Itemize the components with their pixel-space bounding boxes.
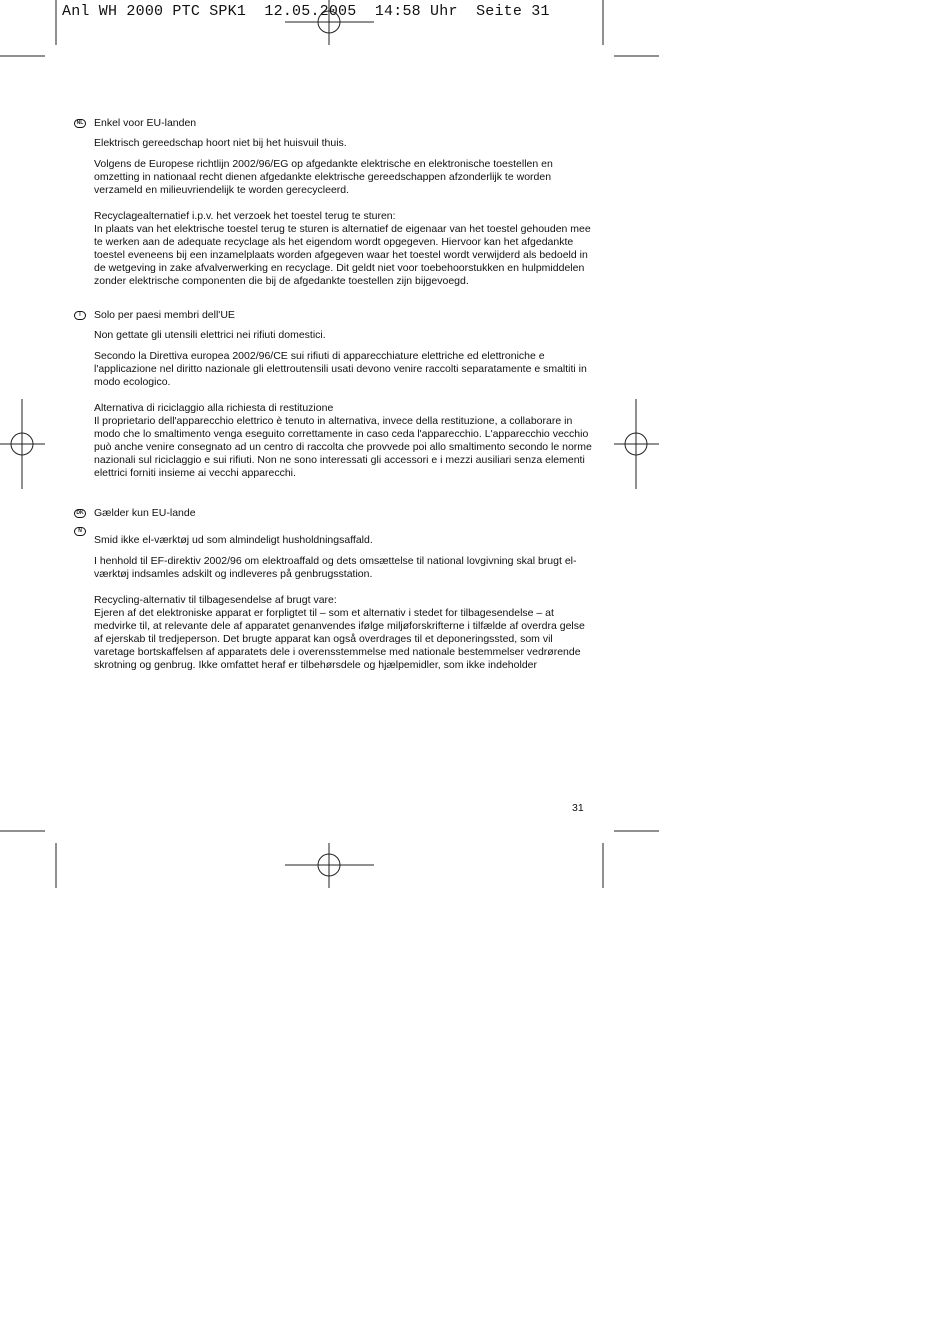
section-it bbox=[79, 309, 594, 488]
language-badge-nl: NL bbox=[74, 119, 86, 128]
print-header: Anl WH 2000 PTC SPK1 12.05.2005 14:58 Uhr Seite 31 bbox=[62, 3, 550, 20]
language-badge-it: I bbox=[74, 311, 86, 320]
language-badge-n: N bbox=[74, 527, 86, 536]
section-nl bbox=[76, 117, 594, 296]
sub-heading-recycling: Recycling-alternativ til tilbagesendelse af brugt vare: bbox=[94, 594, 337, 606]
paragraph-disposal-warning: Elektrisch gereedschap hoort niet bij het huisvuil thuis. bbox=[94, 137, 347, 149]
paragraph-recycling-alternative: In plaats van het elektrische toestel terug te sturen is alternatief de eigenaar van het toestel gehouden mee te werken aan de adequate recyclage als het eigendom wordt opgegeven. Hiervoor kan het afgedankte toestel eveneens bij een inzamelplaats worden afgegeven waar het toestel wordt verwijderd als bedoeld in de wetgeving in zake afvalverwerking en recyclage. Dit geldt niet voor toebehoorstukken en hulpmiddelen zonder elektrische componenten die bij de afgedankte toestellen zijn bijgevoegd. bbox=[94, 223, 591, 287]
paragraph-disposal-warning: Smid ikke el-værktøj ud som almindeligt husholdningsaffald. bbox=[94, 534, 373, 546]
paragraph-directive: Volgens de Europese richtlijn 2002/96/EG op afgedankte elektrische en elektronische toestellen en omzetting in nationaal recht dienen afgedankte elektrische gereedschappen afzonderlijk te worden verzameld en milieuvriendelijk te worden gerecycleerd. bbox=[94, 158, 553, 196]
paragraph-directive: Secondo la Direttiva europea 2002/96/CE sui rifiuti di apparecchiature elettriche ed elettroniche e l'applicazione nel diritto nazionale gli elettroutensili usati devono venire raccolti separatamente e smaltiti in modo ecologico. bbox=[94, 350, 587, 388]
section-dk bbox=[76, 507, 594, 680]
section-title: Enkel voor EU-landen bbox=[94, 117, 197, 129]
paragraph-recycling-alternative: Ejeren af det elektroniske apparat er forpligtet til – som et alternativ i stedet for tilbagesendelse – at medvirke til, at relevante dele af apparatet genanvendes ifølge miljøforskrifterne i tilfælde af overdra gelse af ejerskab til tredjeperson. Det brugte apparat kan også overdrages til et deponeringssted, som vil varetage bortskaffelsen af apparatets dele i overensstemmelse med nationale bestemmelser vedrørende skrotning og genbrug. Ikke omfattet heraf er tilbehørsdele og hjælpemidler, som ikke indeholder bbox=[94, 607, 585, 671]
paragraph-directive: I henhold til EF-direktiv 2002/96 om elektroaffald og dets omsættelse til national lovgivning skal brugt el-værktøj indsamles adskilt og indleveres på genbrugsstation. bbox=[94, 555, 577, 580]
section-title: Solo per paesi membri dell'UE bbox=[94, 309, 235, 321]
paragraph-disposal-warning: Non gettate gli utensili elettrici nei rifiuti domestici. bbox=[94, 329, 326, 341]
sub-heading-recycling: Alternativa di riciclaggio alla richiesta di restituzione bbox=[94, 402, 334, 414]
paragraph-recycling-alternative: Il proprietario dell'apparecchio elettrico è tenuto in alternativa, invece della restituzione, a collaborare in modo che lo smaltimento venga eseguito correttamente in caso ceda l'apparecchio. L'apparecchio vecchio può anche venire consegnato ad un centro di raccolta che provvede poi allo smaltimento secondo le norme nazionali sul riciclaggio e sui rifiuti. Non ne sono interessati gli accessori e i mezzi ausiliari senza elementi elettrici forniti insieme ai vecchi apparecchi. bbox=[94, 415, 592, 479]
page-number: 31 bbox=[572, 802, 584, 814]
language-badge-dk: DK bbox=[74, 509, 86, 518]
section-title: Gælder kun EU-lande bbox=[94, 507, 196, 519]
sub-heading-recycling: Recyclagealternatief i.p.v. het verzoek het toestel terug te sturen: bbox=[94, 210, 396, 222]
